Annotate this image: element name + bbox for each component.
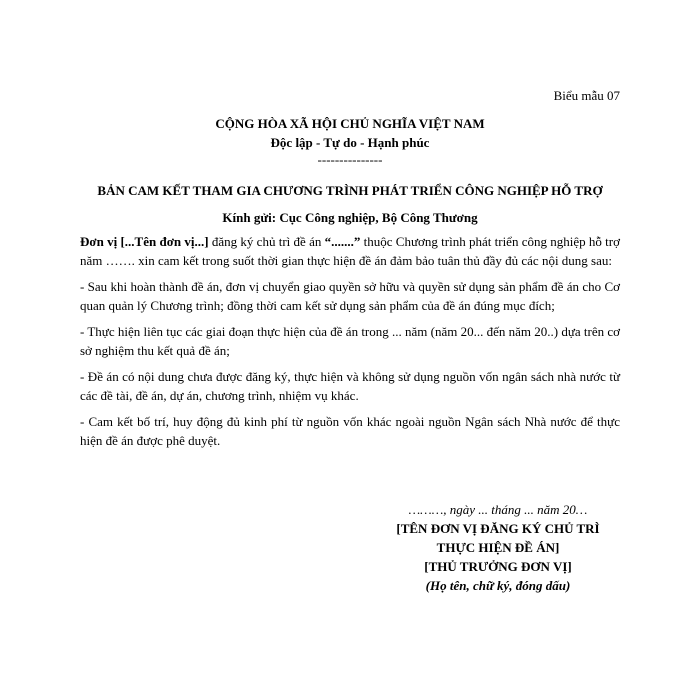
project-name-placeholder: “.......” [324, 234, 361, 249]
commitment-item-1: - Sau khi hoàn thành đề án, đơn vị chuyển giao quyền sở hữu và quyền sử dụng sản phẩm đề án cho Cơ quan quản lý Chương trình; đồng thời cam kết sử dụng sản phẩm của đề án đúng mục đích; [80, 279, 620, 313]
recipient-line: Kính gửi: Cục Công nghiệp, Bộ Công Thương [222, 210, 478, 225]
signature-unit-line-1: [TÊN ĐƠN VỊ ĐĂNG KÝ CHỦ TRÌ [396, 521, 600, 536]
signature-unit-line-2: THỰC HIỆN ĐỀ ÁN] [436, 540, 560, 555]
motto-line: Độc lập - Tự do - Hạnh phúc [270, 135, 430, 150]
commitment-item-3: - Đề án có nội dung chưa được đăng ký, thực hiện và không sử dụng nguồn vốn ngân sách nhà nước từ các đề tài, đề án, dự án, chương trình, nhiệm vụ khác. [80, 369, 620, 403]
nation-header: CỘNG HÒA XÃ HỘI CHỦ NGHĨA VIỆT NAM [215, 116, 485, 131]
intro-text-part-2: thuộc Chương trình phát triển công nghiệp hỗ trợ năm ……. xin cam kết trong suốt thời gian thực hiện đề án đảm bảo tuân thủ đầy đủ các nội dung sau: [80, 234, 620, 268]
intro-paragraph [80, 232, 620, 270]
document-page [80, 86, 621, 593]
document-title: BẢN CAM KẾT THAM GIA CHƯƠNG TRÌNH PHÁT TRIỂN CÔNG NGHIỆP HỖ TRỢ [97, 183, 603, 198]
signature-date-line: ………, ngày ... tháng ... năm 20… [408, 502, 588, 517]
commitment-item-4: - Cam kết bố trí, huy động đủ kinh phí từ nguồn vốn khác ngoài nguồn Ngân sách Nhà nước để thực hiện đề án được phê duyệt. [80, 414, 620, 448]
form-number: Biểu mẫu 07 [553, 88, 620, 103]
signature-head-line: [THỦ TRƯỞNG ĐƠN VỊ] [424, 559, 572, 574]
header-separator: --------------- [317, 152, 383, 167]
commitment-item-2: - Thực hiện liên tục các giai đoạn thực hiện của đề án trong ... năm (năm 20... đến năm 20..) dựa trên cơ sở nghiệm thu kết quả đề án; [80, 324, 621, 358]
signature-note: (Họ tên, chữ ký, đóng dấu) [425, 578, 571, 593]
signature-block [368, 500, 628, 595]
intro-text-part-1: đăng ký chủ trì đề án [208, 234, 325, 249]
unit-name-placeholder: Đơn vị [...Tên đơn vị...] [80, 234, 209, 249]
